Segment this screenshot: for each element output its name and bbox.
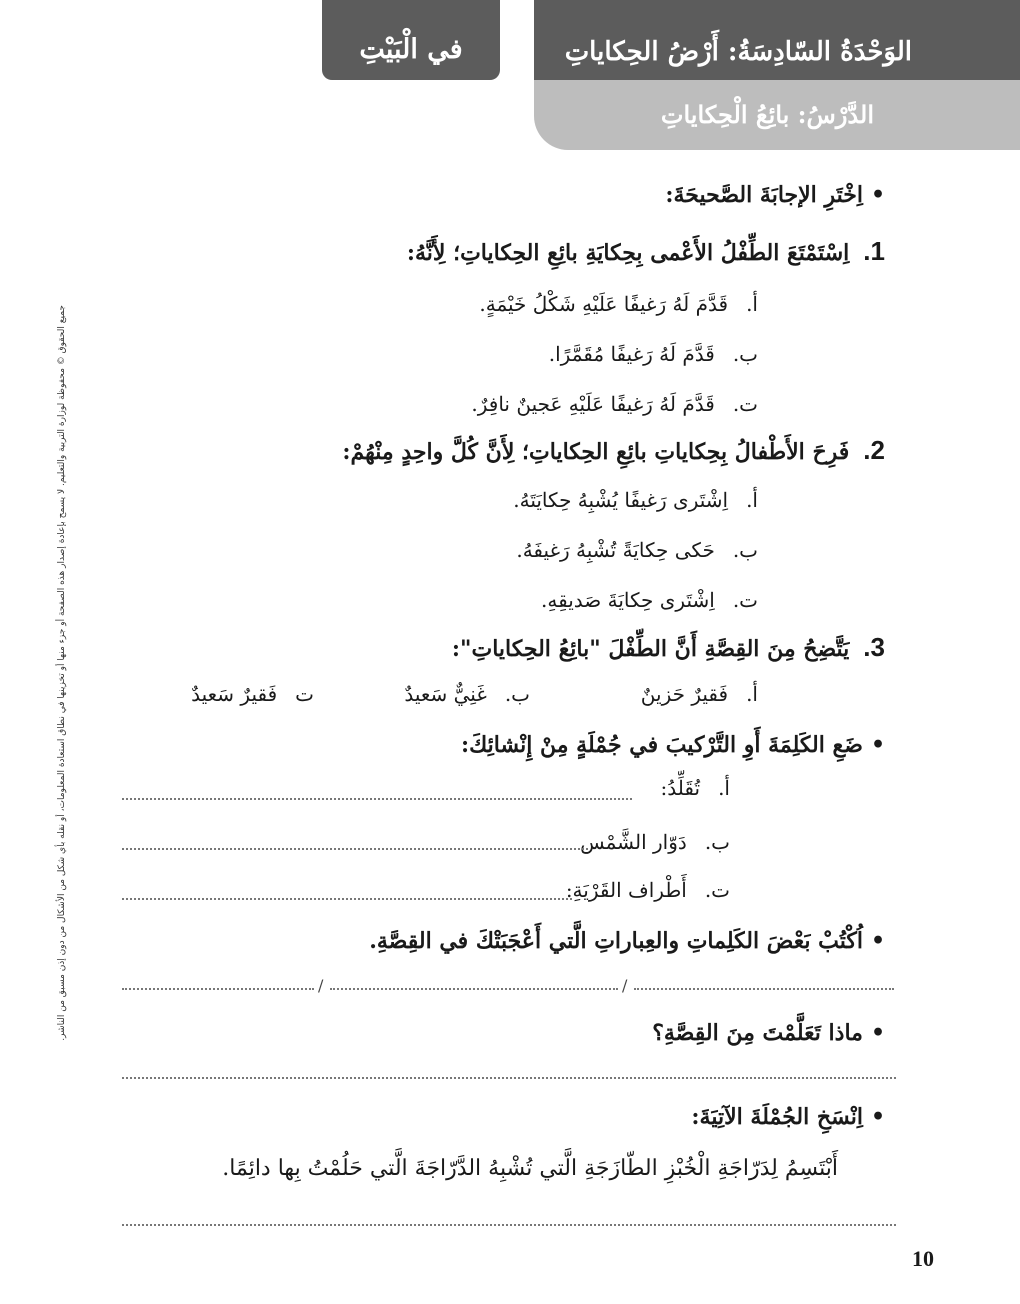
option-text: قَدَّمَ لَهُ رَغيفًا عَلَيْهِ شَكْلُ خَيْمَةٍ. <box>479 292 729 316</box>
q1-option-b[interactable] <box>549 342 758 366</box>
question-2 <box>342 435 885 466</box>
copyright-note: جميع الحقوق © محفوظة لوزارة التربية والتعليم. لا يسمح بإعادة إصدار هذه الصفحة أو جزء منها أو تخزينها في نطاق استعادة المعلومات، أو نقله بأي شكل من الأشكال من دون إذن مسبق من الناشر. <box>57 305 67 1041</box>
item-text: دَوّار الشَّمْس <box>580 830 687 854</box>
item-letter: ب. <box>704 830 730 854</box>
sentence-item-b <box>580 830 730 854</box>
heading-text: اِخْتَرِ الإجابَةَ الصَّحيحَةَ: <box>665 182 863 208</box>
answer-line-b[interactable] <box>122 848 588 850</box>
option-letter: أ. <box>746 682 758 706</box>
q1-option-c[interactable] <box>471 392 758 416</box>
q2-option-c[interactable] <box>541 588 758 612</box>
copy-sentence: أَبْتَسِمُ لِدَرّاجَةِ الْخُبْزِ الطّازَجَةِ الَّتي تُشْبِهُ الدَّرّاجَةَ الَّتي حَلُمْتُ بِها دائِمًا. <box>222 1156 838 1181</box>
option-letter: ب. <box>732 538 758 562</box>
item-text: أَطْراف القَرْيَةِ: <box>565 878 687 902</box>
question-1 <box>407 236 885 267</box>
page-number: 10 <box>912 1246 934 1271</box>
option-letter: ب. <box>504 682 530 706</box>
item-letter: أ. <box>718 776 730 800</box>
heading-text: ضَعِ الكَلِمَةَ أَوِ التَّرْكيبَ في جُمْلَةٍ مِنْ إِنْشائِكَ: <box>460 732 863 758</box>
learned-answer-line[interactable] <box>122 1077 896 1079</box>
sentence-item-a <box>661 776 730 800</box>
option-letter: ب. <box>732 342 758 366</box>
q3-option-c[interactable] <box>191 682 314 706</box>
heading-text: ماذا تَعَلَّمْتَ مِنَ القِصَّةِ؟ <box>652 1020 863 1046</box>
option-letter: ت. <box>732 392 758 416</box>
question-number: 2. <box>863 435 885 465</box>
q3-option-b[interactable] <box>404 682 530 706</box>
q1-option-a[interactable] <box>479 292 758 316</box>
option-letter: ت. <box>732 588 758 612</box>
copy-heading <box>691 1104 885 1130</box>
option-text: اِشْتَرى رَغيفًا يُشْبِهُ حِكايَتَهُ. <box>513 488 729 512</box>
question-text: يَتَّضِحُ مِنَ القِصَّةِ أَنَّ الطِّفْلَ "بائِعُ الحِكاياتِ": <box>451 636 850 662</box>
words-line-3[interactable] <box>634 988 894 990</box>
separator: / <box>622 976 628 995</box>
copy-answer-line[interactable] <box>122 1224 896 1226</box>
heading-text: اُكْتُبْ بَعْضَ الكَلِماتِ والعِباراتِ الَّتي أَعْجَبَتْكَ في القِصَّةِ. <box>369 928 863 954</box>
bullet-icon: • <box>870 1020 885 1046</box>
learned-heading <box>652 1020 885 1046</box>
bullet-icon: • <box>870 182 885 208</box>
question-3 <box>452 632 885 663</box>
lesson-title-banner: الدَّرْسُ: بائِعُ الْحِكاياتِ <box>534 80 1020 150</box>
sentence-heading <box>461 732 885 758</box>
write-words-heading <box>369 928 885 954</box>
option-text: اِشْتَرى حِكايَةَ صَديقِهِ. <box>541 588 715 612</box>
q2-option-a[interactable] <box>513 488 758 512</box>
option-text: غَنِيٌّ سَعيدٌ <box>404 682 487 706</box>
home-tab: في الْبَيْتِ <box>322 0 500 80</box>
words-line-2[interactable] <box>330 988 618 990</box>
sentence-item-c <box>566 878 730 902</box>
choose-heading <box>665 182 885 208</box>
q3-option-a[interactable] <box>641 682 758 706</box>
separator: / <box>318 976 324 995</box>
heading-text: اِنْسَخِ الجُمْلَةَ الآتِيَةَ: <box>691 1104 863 1130</box>
question-text: فَرِحَ الأَطْفالُ بِحِكاياتِ بائِعِ الحِكاياتِ؛ لِأَنَّ كُلَّ واحِدٍ مِنْهُمْ: <box>342 439 850 465</box>
option-text: حَكى حِكايَةً تُشْبِهُ رَغيفَهُ. <box>516 538 715 562</box>
item-text: تُقَلِّدُ: <box>660 776 701 800</box>
option-letter: أ. <box>746 488 758 512</box>
option-letter: أ. <box>746 292 758 316</box>
option-letter: ت <box>295 682 314 706</box>
unit-title-banner: الوَحْدَةُ السّادِسَةُ: أَرْضُ الحِكاياتِ <box>534 0 1020 80</box>
answer-line-a[interactable] <box>122 798 632 800</box>
option-text: قَدَّمَ لَهُ رَغيفًا مُقَمَّرًا. <box>548 342 715 366</box>
option-text: فَقيرٌ حَزينٌ <box>640 682 729 706</box>
answer-line-c[interactable] <box>122 898 572 900</box>
option-text: فَقيرٌ سَعيدٌ <box>191 682 278 706</box>
question-number: 1. <box>863 236 885 266</box>
question-number: 3. <box>863 632 885 662</box>
option-text: قَدَّمَ لَهُ رَغيفًا عَلَيْهِ عَجينٌ نافِرٌ. <box>471 392 715 416</box>
item-letter: ت. <box>704 878 730 902</box>
words-line-1[interactable] <box>122 988 314 990</box>
question-text: اِسْتَمْتَعَ الطِّفْلُ الأَعْمى بِحِكايَةِ بائِعِ الحِكاياتِ؛ لِأَنَّهُ: <box>406 240 850 266</box>
q2-option-b[interactable] <box>516 538 758 562</box>
bullet-icon: • <box>870 732 885 758</box>
bullet-icon: • <box>870 928 885 954</box>
bullet-icon: • <box>870 1104 885 1130</box>
